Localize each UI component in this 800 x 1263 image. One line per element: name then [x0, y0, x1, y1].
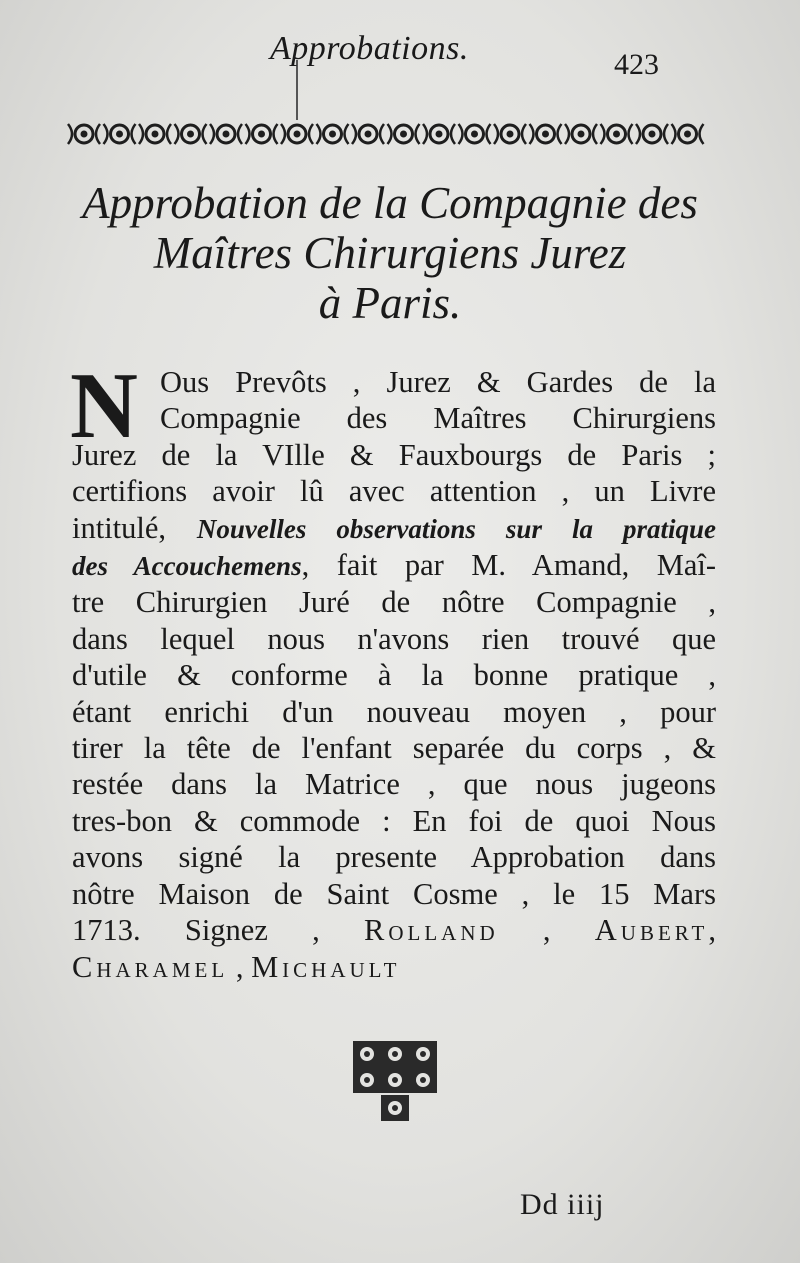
- running-title: Approbations.: [270, 30, 469, 67]
- fleuron-cell: [381, 1095, 409, 1121]
- approbation-text: [70, 354, 716, 985]
- book-title-italic: des Accouchemens: [72, 551, 302, 582]
- text-line: tres-bon & commode : En foi de quoi Nous: [72, 803, 716, 838]
- fleuron-cell: [409, 1041, 437, 1067]
- ornament-band: [66, 116, 706, 152]
- fleuron-cell: [409, 1067, 437, 1093]
- text-line: Ous Prevôts , Jurez & Gardes de la: [160, 365, 716, 399]
- fleuron-cell: [353, 1067, 381, 1093]
- text-fragment: ,: [708, 913, 716, 948]
- text-line: tirer la tête de l'enfant separée du corps , &: [72, 731, 716, 766]
- page-crease: [296, 60, 298, 120]
- title-line-2: Maîtres Chirurgiens Jurez: [153, 228, 627, 278]
- text-line: nôtre Maison de Saint Cosme , le 15 Mars: [72, 876, 716, 911]
- text-line: [72, 912, 716, 948]
- text-line: dans lequel nous n'avons rien trouvé que: [72, 621, 716, 656]
- text-line: certifions avoir lû avec attention , un Livre: [72, 474, 716, 509]
- signatory-name: Michault: [251, 949, 401, 984]
- book-title-italic: Nouvelles observations sur la pratique: [196, 513, 716, 544]
- signatory-name: Charamel: [72, 949, 229, 984]
- title-line-3: à Paris.: [318, 278, 462, 328]
- page-number: 423: [614, 48, 659, 81]
- text-fragment: intitulé,: [72, 510, 197, 545]
- text-line: Jurez de la VIlle & Fauxbourgs de Paris ;: [72, 437, 716, 472]
- approbation-title: [40, 178, 740, 328]
- text-fragment: ,: [228, 949, 252, 984]
- drop-cap: N: [70, 354, 138, 458]
- text-fragment: ,: [498, 913, 595, 948]
- text-fragment: , fait par M. Amand, Maî-: [301, 548, 716, 583]
- signatory-name: Aubert: [594, 913, 709, 948]
- text-line: [72, 547, 716, 584]
- signature-mark: Dd iiij: [520, 1188, 605, 1221]
- fleuron-cell: [381, 1067, 409, 1093]
- text-fragment: 1713. Signez ,: [72, 913, 364, 948]
- fleuron-cell: [381, 1041, 409, 1067]
- text-line: [72, 949, 716, 985]
- text-line: tre Chirurgien Juré de nôtre Compagnie ,: [72, 585, 716, 620]
- fleuron-ornament: [352, 1040, 438, 1130]
- text-line: d'utile & conforme à la bonne pratique ,: [72, 658, 716, 693]
- signatory-name: Rolland: [363, 913, 499, 948]
- text-line: [72, 510, 716, 547]
- text-line: étant enrichi d'un nouveau moyen , pour: [72, 694, 716, 729]
- text-line: restée dans la Matrice , que nous jugeons: [72, 767, 716, 802]
- text-line: Compagnie des Maîtres Chirurgiens: [160, 401, 716, 436]
- text-line: avons signé la presente Approbation dans: [72, 840, 716, 875]
- title-line-1: Approbation de la Compagnie des: [82, 178, 698, 228]
- fleuron-cell: [353, 1041, 381, 1067]
